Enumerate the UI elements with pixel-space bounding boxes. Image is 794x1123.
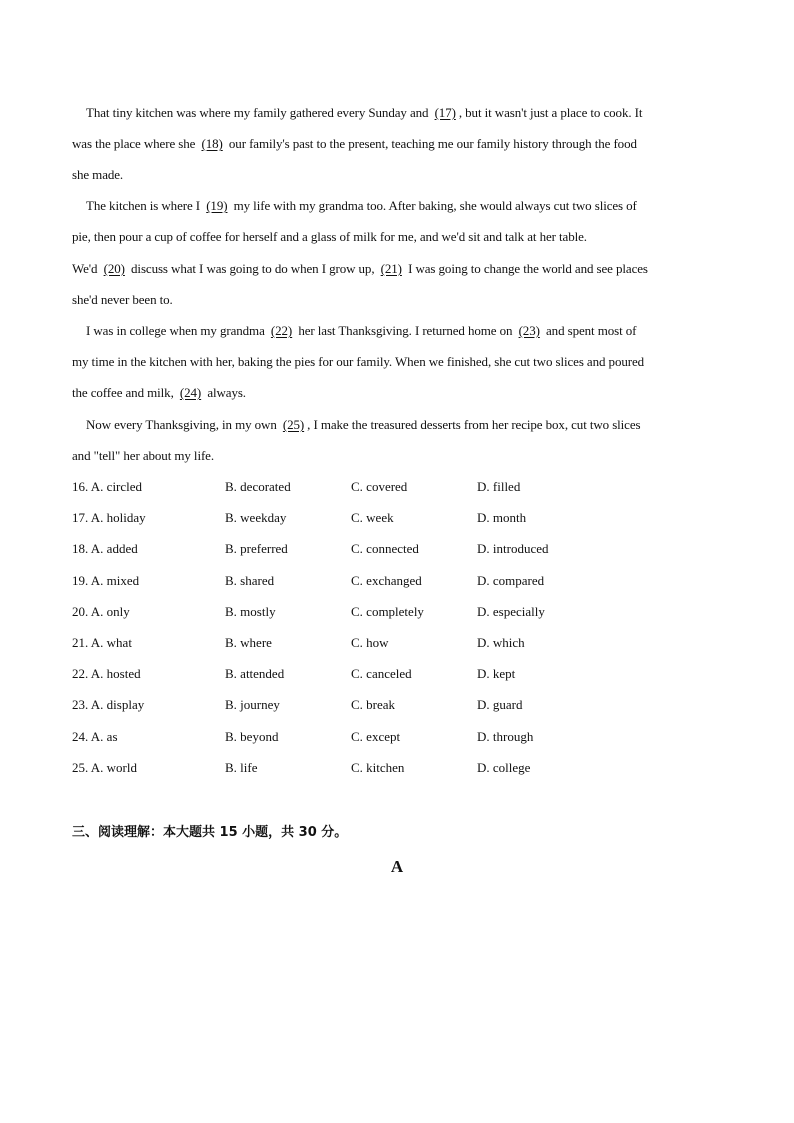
passage-text: her last Thanksgiving. I returned home on xyxy=(298,323,513,338)
option-d: D. guard xyxy=(477,697,523,712)
passage-text: I was in college when my grandma xyxy=(86,323,265,338)
question-row-19 xyxy=(72,573,672,589)
option-a: 16. A. circled xyxy=(72,479,143,494)
passage-text: Now every Thanksgiving, in my own xyxy=(86,417,277,432)
blank-23: (23) xyxy=(518,323,540,338)
question-row-16 xyxy=(72,479,672,495)
passage-text: That tiny kitchen was where my family gathered every Sunday and xyxy=(86,105,429,120)
passage-line xyxy=(72,229,587,245)
passage-text: We'd xyxy=(72,261,98,276)
question-row-21 xyxy=(72,635,672,651)
passage-text: she made. xyxy=(72,167,124,182)
passage-text: , but it wasn't just a place to cook. It xyxy=(458,105,643,120)
option-b: B. mostly xyxy=(225,604,276,619)
passage-line xyxy=(86,323,636,339)
option-b: B. shared xyxy=(225,573,275,588)
passage-text: my life with my grandma too. After baking, she would always cut two slices of xyxy=(233,198,637,213)
passage-line xyxy=(86,198,637,214)
question-row-22 xyxy=(72,666,672,682)
passage-text: I was going to change the world and see places xyxy=(408,261,648,276)
passage-text: and spent most of xyxy=(546,323,637,338)
option-a: 22. A. hosted xyxy=(72,666,141,681)
blank-25: (25) xyxy=(282,417,305,432)
passage-text: was the place where she xyxy=(72,136,196,151)
passage-text: , I make the treasured desserts from her recipe box, cut two slices xyxy=(307,417,641,432)
passage-text: and "tell" her about my life. xyxy=(72,448,215,463)
question-row-23 xyxy=(72,697,672,713)
option-b: B. life xyxy=(225,760,258,775)
passage-text: she'd never been to. xyxy=(72,292,173,307)
question-row-20 xyxy=(72,604,672,620)
question-row-25 xyxy=(72,760,672,776)
option-b: B. journey xyxy=(225,697,280,712)
option-d: D. especially xyxy=(477,604,545,619)
blank-18: (18) xyxy=(201,136,223,151)
question-row-18 xyxy=(72,541,672,557)
option-b: B. weekday xyxy=(225,510,287,525)
part-label: A xyxy=(390,857,404,876)
option-a: 23. A. display xyxy=(72,697,145,712)
blank-19: (19) xyxy=(206,198,228,213)
option-d: D. month xyxy=(477,510,527,525)
passage-line xyxy=(72,354,644,370)
passage-text: discuss what I was going to do when I grow up, xyxy=(131,261,375,276)
passage-text: my time in the kitchen with her, baking the pies for our family. When we finished, she cut two slices and poured xyxy=(72,354,645,369)
passage-text: pie, then pour a cup of coffee for herself and a glass of milk for me, and we'd sit and talk at her table. xyxy=(72,229,587,244)
question-row-17 xyxy=(72,510,672,526)
question-row-24 xyxy=(72,729,672,745)
option-c: C. exchanged xyxy=(351,573,422,588)
passage-line xyxy=(72,136,637,152)
option-c: C. completely xyxy=(351,604,424,619)
option-c: C. connected xyxy=(351,541,419,556)
blank-20: (20) xyxy=(103,261,125,276)
passage-line xyxy=(72,167,123,183)
option-a: 18. A. added xyxy=(72,541,138,556)
passage-line xyxy=(72,448,214,464)
option-a: 20. A. only xyxy=(72,604,130,619)
option-c: C. canceled xyxy=(351,666,412,681)
option-c: C. week xyxy=(351,510,394,525)
passage-line xyxy=(86,105,642,121)
passage-line xyxy=(72,261,648,277)
option-c: C. break xyxy=(351,697,396,712)
option-d: D. filled xyxy=(477,479,521,494)
option-b: B. where xyxy=(225,635,272,650)
option-b: B. preferred xyxy=(225,541,288,556)
blank-17: (17) xyxy=(434,105,456,120)
passage-text: our family's past to the present, teaching me our family history through the food xyxy=(228,136,637,151)
passage-line xyxy=(72,292,173,308)
passage-line xyxy=(86,417,641,433)
blank-21: (21) xyxy=(380,261,402,276)
option-c: C. kitchen xyxy=(351,760,405,775)
section-heading: 三、阅读理解：本大题共 15 小题，共 30 分。 xyxy=(72,825,348,840)
passage-text: the coffee and milk, xyxy=(72,385,174,400)
option-c: C. except xyxy=(351,729,401,744)
blank-22: (22) xyxy=(270,323,293,338)
option-d: D. kept xyxy=(477,666,516,681)
passage-text: The kitchen is where I xyxy=(86,198,201,213)
option-c: C. how xyxy=(351,635,389,650)
passage-text: always. xyxy=(207,385,246,400)
option-a: 19. A. mixed xyxy=(72,573,140,588)
blank-24: (24) xyxy=(179,385,202,400)
option-d: D. college xyxy=(477,760,531,775)
option-d: D. which xyxy=(477,635,525,650)
option-d: D. introduced xyxy=(477,541,549,556)
passage-line xyxy=(72,385,246,401)
option-a: 21. A. what xyxy=(72,635,132,650)
option-a: 17. A. holiday xyxy=(72,510,146,525)
option-b: B. decorated xyxy=(225,479,291,494)
option-a: 25. A. world xyxy=(72,760,137,775)
option-a: 24. A. as xyxy=(72,729,118,744)
option-c: C. covered xyxy=(351,479,408,494)
option-b: B. beyond xyxy=(225,729,279,744)
option-b: B. attended xyxy=(225,666,285,681)
option-d: D. compared xyxy=(477,573,545,588)
option-d: D. through xyxy=(477,729,534,744)
